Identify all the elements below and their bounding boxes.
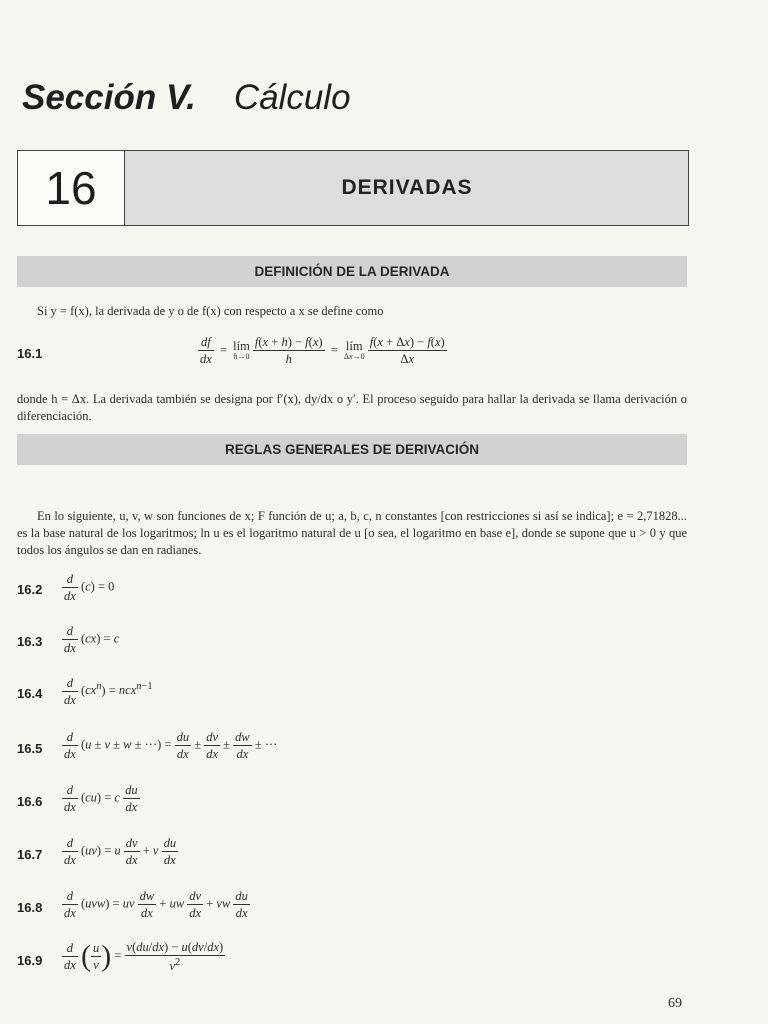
section-name: Cálculo <box>233 78 351 117</box>
definition-note: donde h = Δx. La derivada también se designa por f′(x), dy/dx o y′. El proceso seguido para hallar la derivada se llama derivación o diferenciación. <box>17 392 687 423</box>
formula-label-16-4: 16.4 <box>17 686 43 701</box>
chapter-header <box>17 150 689 226</box>
formula-label-16-2: 16.2 <box>17 582 43 597</box>
formula-16-6: $\frac{d}{dx}$ (cu) = c $\frac{du}{dx}$ <box>64 783 138 814</box>
formula-label-16-6: 16.6 <box>17 794 43 809</box>
formula-16-5: $\frac{d}{dx}$ (u ± v ± w ± ···) = $\frac{du}{dx}$ ± $\frac{dv}{dx}$ ± $\frac{dw}{dx}$ ± ··· <box>64 730 278 761</box>
formula-16-4: $\frac{d}{dx}$ $(cx^n) = ncx^{n-1}$ <box>64 676 153 707</box>
formula-label-16-8: 16.8 <box>17 900 43 915</box>
formula-16-2: $\frac{d}{dx}$ (c) = 0 <box>64 572 115 603</box>
formula-label-16-3: 16.3 <box>17 634 43 649</box>
rules-intro: En lo siguiente, u, v, w son funciones de x; F función de u; a, b, c, n constantes [con restricciones si así se indica]; e = 2,71828... es la base natural de los logaritmos; ln u es el logaritmo natural de u [o sea, el logaritmo en base e], donde se supone que u > 0 y que todos los ángulos se dan en radianes. <box>17 509 687 557</box>
chapter-number: 16 <box>18 151 125 225</box>
formula-label-16-1: 16.1 <box>17 346 43 361</box>
section-label: Sección V. <box>22 78 196 117</box>
definition-intro: Si y = f(x), la derivada de y o de f(x) con respecto a x se define como <box>37 304 384 318</box>
section-title <box>22 78 351 118</box>
formula-16-3: $\frac{d}{dx}$ (cx) = c <box>64 624 120 655</box>
page-number: 69 <box>668 996 682 1011</box>
formula-16-8: $\frac{d}{dx}$ (uvw) = uv $\frac{dw}{dx}$ + uw $\frac{dv}{dx}$ + vw $\frac{du}{dx}$ <box>64 889 248 920</box>
chapter-title: DERIVADAS <box>341 176 473 199</box>
formula-16-7: $\frac{d}{dx}$ (uv) = u $\frac{dv}{dx}$ + v $\frac{du}{dx}$ <box>64 836 177 867</box>
formula-16-9: $\frac{d}{dx}$ ( $\frac{u}{v}$ ) = $\frac{v(du/dx) - u(dv/dx)}{v^2}$ <box>64 939 224 973</box>
formula-label-16-7: 16.7 <box>17 847 43 862</box>
formula-16-1: $\frac{df}{dx}$ = lím h→0 $\frac{f(x + h) - f(x)}{h}$ = lím Δx→0 $\frac{f(x + \Delta x) - f(x)}{\Delta x}$ <box>200 335 445 366</box>
rules-heading: REGLAS GENERALES DE DERIVACIÓN <box>17 434 687 465</box>
formula-label-16-9: 16.9 <box>17 953 43 968</box>
definition-heading: DEFINICIÓN DE LA DERIVADA <box>17 256 687 287</box>
formula-label-16-5: 16.5 <box>17 741 43 756</box>
